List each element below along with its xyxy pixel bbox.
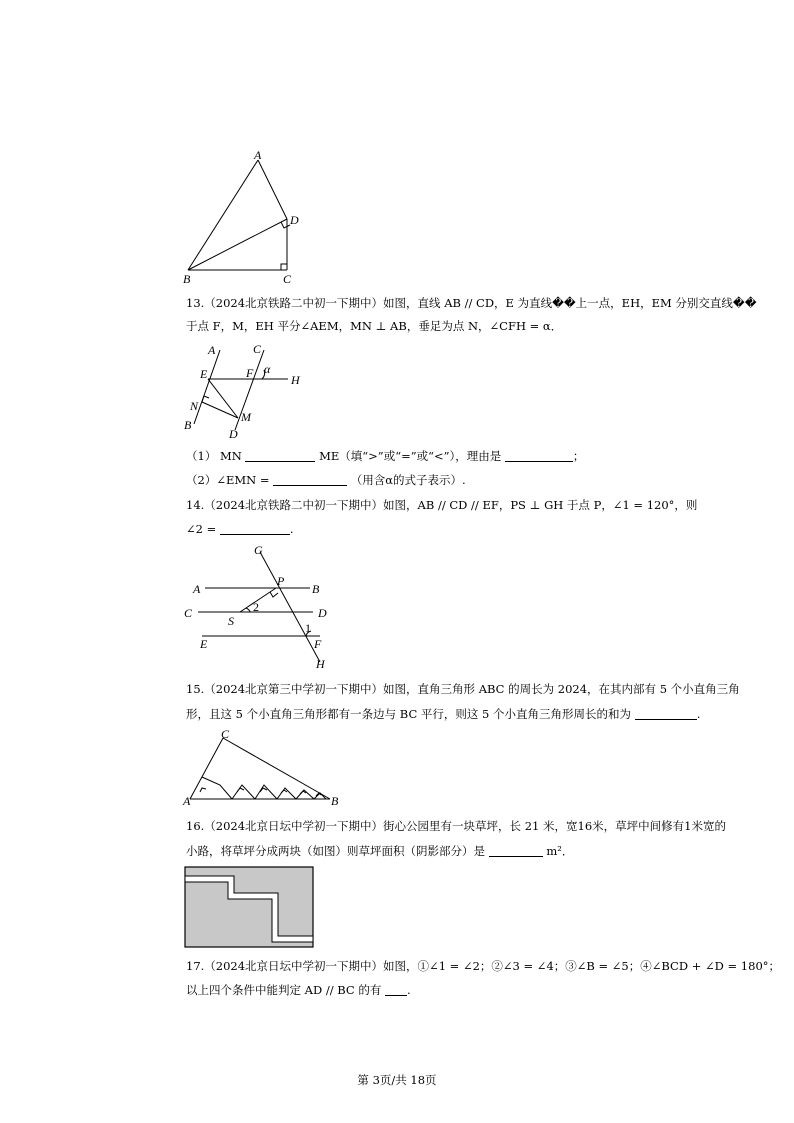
label-D: D — [290, 213, 299, 227]
q13-sub1-c: ； — [572, 449, 585, 463]
q17-blank[interactable] — [385, 983, 407, 996]
q13-label-M: M — [241, 410, 251, 424]
q13-line2: 于点 F，M，EH 平分∠AEM，MN ⊥ AB，垂足为点 N，∠CFH = α． — [186, 319, 563, 333]
q16-blank[interactable] — [489, 844, 543, 857]
q13-label-alpha: α — [264, 362, 271, 376]
q17-line2-b: . — [407, 983, 411, 997]
q14-label-S: S — [228, 614, 234, 628]
q14-line1: 14.（2024北京铁路二中初一下期中）如图，AB // CD // EF，PS ⊥ GH 于点 P，∠1 = 120°，则 — [186, 498, 698, 512]
q13-label-C: C — [253, 342, 262, 356]
q14-label-C: C — [184, 606, 193, 620]
q13-sub1-a: （1） MN — [186, 449, 242, 463]
q15-line2-a: 形，且这 5 个小直角三角形都有一条边与 BC 平行，则这 5 个小直角三角形周长的和为 — [186, 707, 632, 721]
label-C: C — [283, 272, 292, 286]
q16-line2-a: 小路，将草坪分成两块（如图）则草坪面积（阴影部分）是 — [186, 844, 485, 858]
q13-label-A: A — [208, 343, 216, 357]
q14-line2-b: . — [289, 522, 294, 536]
q14-label-P: P — [277, 574, 285, 588]
q14-label-E: E — [200, 637, 208, 651]
q13-blank-1[interactable] — [245, 449, 315, 462]
q15-line2-b: . — [696, 707, 701, 721]
q13-sub1 — [186, 448, 584, 464]
q14-blank[interactable] — [220, 522, 290, 535]
q14-label-1: 1 — [305, 621, 311, 635]
q13-label-N: N — [190, 399, 199, 413]
q13-label-E: E — [200, 367, 208, 381]
figure-q13 — [180, 342, 310, 442]
q15-label-B: B — [331, 794, 339, 808]
q17-line2-a: 以上四个条件中能判定 AD // BC 的有 — [186, 983, 382, 997]
q14-label-2: 2 — [253, 600, 259, 614]
q14-label-D: D — [318, 606, 327, 620]
q15-blank[interactable] — [635, 707, 697, 720]
q17-line1: 17.（2024北京日坛中学初一下期中）如图，①∠1 = ∠2；②∠3 = ∠4；③∠B = ∠5；④∠BCD + ∠D = 180°； — [186, 959, 781, 973]
figure-q16-lawn — [184, 866, 316, 950]
q13-sub1-b: ME（填“>”或“=”或“<”），理由是 — [319, 449, 502, 463]
q13-sub2-a: （2）∠EMN = — [186, 473, 270, 487]
figure-q12-triangle — [180, 148, 300, 288]
q15-label-C: C — [221, 727, 230, 741]
q13-sub2 — [186, 472, 466, 488]
q15-label-A: A — [183, 794, 191, 808]
page-footer: 第 3页/共 18页 — [357, 1073, 437, 1087]
q13-label-F: F — [246, 366, 254, 380]
q16-line1: 16.（2024北京日坛中学初一下期中）街心公园里有一块草坪，长 21 米，宽16米，草坪中间修有1米宽的 — [186, 819, 726, 833]
q14-line2-a: ∠2 = — [186, 522, 217, 536]
q13-label-D: D — [229, 427, 238, 441]
q14-label-H: H — [316, 657, 325, 671]
q15-line1: 15.（2024北京第三中学初一下期中）如图，直角三角形 ABC 的周长为 2024，在其内部有 5 个小直角三角 — [186, 682, 740, 696]
q13-sub2-b: （用含α的式子表示）. — [350, 473, 466, 487]
q14-label-G: G — [254, 543, 263, 557]
label-A: A — [254, 148, 262, 162]
q13-label-B: B — [184, 418, 192, 432]
q17-line2 — [186, 982, 411, 998]
label-B: B — [183, 272, 191, 286]
q13-blank-3[interactable] — [273, 473, 347, 486]
q15-line2 — [186, 706, 700, 722]
figure-q14 — [180, 540, 340, 670]
q13-line1: 13.（2024北京铁路二中初一下期中）如图，直线 AB // CD，E 为直线��上一点，EH，EM 分别交直线�� — [186, 296, 757, 310]
q16-line2 — [186, 843, 573, 859]
q16-line2-b: m²． — [546, 844, 574, 858]
q13-blank-2[interactable] — [505, 449, 573, 462]
q14-line2 — [186, 521, 294, 537]
q14-label-A: A — [193, 582, 201, 596]
q13-label-H: H — [291, 373, 300, 387]
q14-label-F: F — [314, 637, 322, 651]
q14-label-B: B — [312, 582, 320, 596]
figure-q15 — [180, 724, 350, 814]
